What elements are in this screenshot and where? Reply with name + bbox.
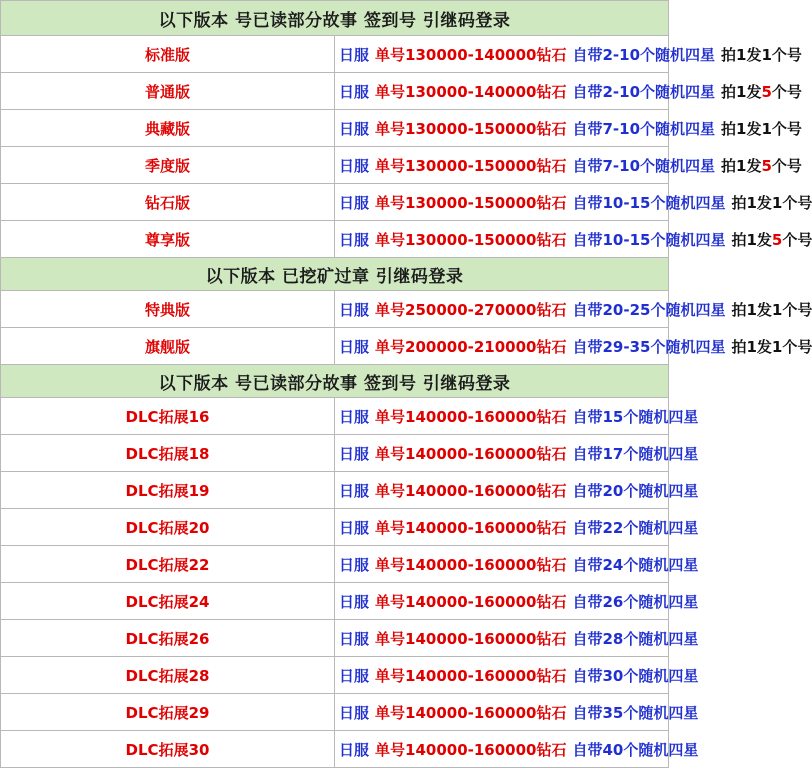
section-header [1,1,669,36]
edition-name: 季度版 [1,147,335,184]
lot-prefix: 拍1发 [731,337,772,356]
lot-suffix: 个号 [771,82,802,101]
star-bonus: 自带2-10个随机四星 [572,82,716,101]
lot-prefix: 拍1发 [731,230,772,249]
table-row [1,110,669,147]
star-bonus: 自带26个随机四星 [572,592,699,611]
diamond-range: 单号140000-160000钻石 [375,481,567,500]
diamond-range: 单号130000-140000钻石 [375,45,567,64]
diamond-range: 单号130000-150000钻石 [375,156,567,175]
diamond-range: 单号130000-150000钻石 [375,119,567,138]
table-row [1,147,669,184]
edition-description [335,398,699,435]
edition-description [335,583,699,620]
lot-suffix: 个号 [771,45,802,64]
diamond-range: 单号140000-160000钻石 [375,629,567,648]
diamond-range: 单号130000-150000钻石 [375,230,567,249]
lot-count: 5 [761,156,772,175]
table-row [1,694,669,731]
edition-description [335,546,699,583]
edition-description [335,110,802,147]
lot-prefix: 拍1发 [721,156,762,175]
table-row [1,546,669,583]
edition-name: 普通版 [1,73,335,110]
lot-count: 5 [771,230,783,249]
edition-name: DLC拓展19 [1,472,335,509]
server-label: 日服 [339,407,370,426]
edition-description [335,73,802,110]
edition-name: DLC拓展26 [1,620,335,657]
diamond-range: 单号140000-160000钻石 [375,407,567,426]
section-header-cell: 以下版本 号已读部分故事 签到号 引继码登录 [1,365,669,398]
edition-name: 特典版 [1,291,335,328]
edition-description [335,620,699,657]
edition-description [335,184,812,221]
star-bonus: 自带2-10个随机四星 [572,45,716,64]
edition-name: DLC拓展30 [1,731,335,768]
server-label: 日服 [339,300,370,319]
server-label: 日服 [339,666,370,685]
diamond-range: 单号140000-160000钻石 [375,592,567,611]
diamond-range: 单号140000-160000钻石 [375,666,567,685]
server-label: 日服 [339,156,370,175]
edition-description [335,472,699,509]
star-bonus: 自带30个随机四星 [572,666,699,685]
star-bonus: 自带10-15个随机四星 [572,230,726,249]
diamond-range: 单号140000-160000钻石 [375,444,567,463]
table-row [1,583,669,620]
star-bonus: 自带17个随机四星 [572,444,699,463]
edition-description [335,694,699,731]
star-bonus: 自带7-10个随机四星 [572,156,716,175]
edition-description [335,509,699,546]
table-row [1,221,669,258]
server-label: 日服 [339,444,370,463]
table-row [1,398,669,435]
edition-description [335,221,812,258]
table-row [1,291,669,328]
table-row [1,73,669,110]
edition-name: 典藏版 [1,110,335,147]
lot-count: 5 [761,82,772,101]
edition-description [335,291,812,328]
star-bonus: 自带15个随机四星 [572,407,699,426]
section-header-cell: 以下版本 已挖矿过章 引继码登录 [1,258,669,291]
edition-name: DLC拓展29 [1,694,335,731]
server-label: 日服 [339,337,370,356]
server-label: 日服 [339,592,370,611]
edition-name: DLC拓展16 [1,398,335,435]
diamond-range: 单号200000-210000钻石 [375,337,567,356]
lot-count: 1 [771,193,783,212]
lot-count: 1 [761,45,772,64]
diamond-range: 单号130000-140000钻石 [375,82,567,101]
table-body [1,1,812,768]
diamond-range: 单号140000-160000钻石 [375,740,567,759]
lot-suffix: 个号 [782,300,812,319]
edition-name: 旗舰版 [1,328,335,365]
edition-name: DLC拓展20 [1,509,335,546]
diamond-range: 单号130000-150000钻石 [375,193,567,212]
server-label: 日服 [339,481,370,500]
diamond-range: 单号250000-270000钻石 [375,300,567,319]
edition-name: DLC拓展18 [1,435,335,472]
section-header-cell: 以下版本 号已读部分故事 签到号 引继码登录 [1,1,669,36]
server-label: 日服 [339,740,370,759]
table-row [1,36,669,73]
edition-description [335,328,812,365]
server-label: 日服 [339,555,370,574]
server-label: 日服 [339,230,370,249]
star-bonus: 自带28个随机四星 [572,629,699,648]
star-bonus: 自带20-25个随机四星 [572,300,726,319]
lot-suffix: 个号 [771,156,802,175]
edition-description [335,657,699,694]
server-label: 日服 [339,119,370,138]
table-row [1,509,669,546]
server-label: 日服 [339,629,370,648]
table-row [1,620,669,657]
star-bonus: 自带7-10个随机四星 [572,119,716,138]
diamond-range: 单号140000-160000钻石 [375,703,567,722]
star-bonus: 自带22个随机四星 [572,518,699,537]
lot-prefix: 拍1发 [721,45,762,64]
edition-description [335,731,699,768]
star-bonus: 自带29-35个随机四星 [572,337,726,356]
lot-count: 1 [771,337,783,356]
star-bonus: 自带10-15个随机四星 [572,193,726,212]
star-bonus: 自带20个随机四星 [572,481,699,500]
lot-suffix: 个号 [782,230,812,249]
table-row [1,184,669,221]
edition-name: DLC拓展28 [1,657,335,694]
star-bonus: 自带35个随机四星 [572,703,699,722]
star-bonus: 自带24个随机四星 [572,555,699,574]
lot-count: 1 [771,300,783,319]
edition-name: 钻石版 [1,184,335,221]
star-bonus: 自带40个随机四星 [572,740,699,759]
lot-prefix: 拍1发 [721,82,762,101]
server-label: 日服 [339,703,370,722]
edition-name: 标准版 [1,36,335,73]
diamond-range: 单号140000-160000钻石 [375,518,567,537]
server-label: 日服 [339,45,370,64]
edition-description [335,147,802,184]
lot-prefix: 拍1发 [731,193,772,212]
edition-description [335,435,699,472]
table-row [1,472,669,509]
edition-name: DLC拓展24 [1,583,335,620]
lot-suffix: 个号 [771,119,802,138]
edition-name: DLC拓展22 [1,546,335,583]
server-label: 日服 [339,518,370,537]
table-row [1,435,669,472]
table-row [1,328,669,365]
edition-name: 尊享版 [1,221,335,258]
table-row [1,657,669,694]
diamond-range: 单号140000-160000钻石 [375,555,567,574]
lot-prefix: 拍1发 [731,300,772,319]
lot-suffix: 个号 [782,337,812,356]
edition-description [335,36,802,73]
section-header [1,258,669,291]
section-header [1,365,669,398]
table-row [1,731,669,768]
lot-suffix: 个号 [782,193,812,212]
server-label: 日服 [339,82,370,101]
server-label: 日服 [339,193,370,212]
lot-prefix: 拍1发 [721,119,762,138]
lot-count: 1 [761,119,772,138]
